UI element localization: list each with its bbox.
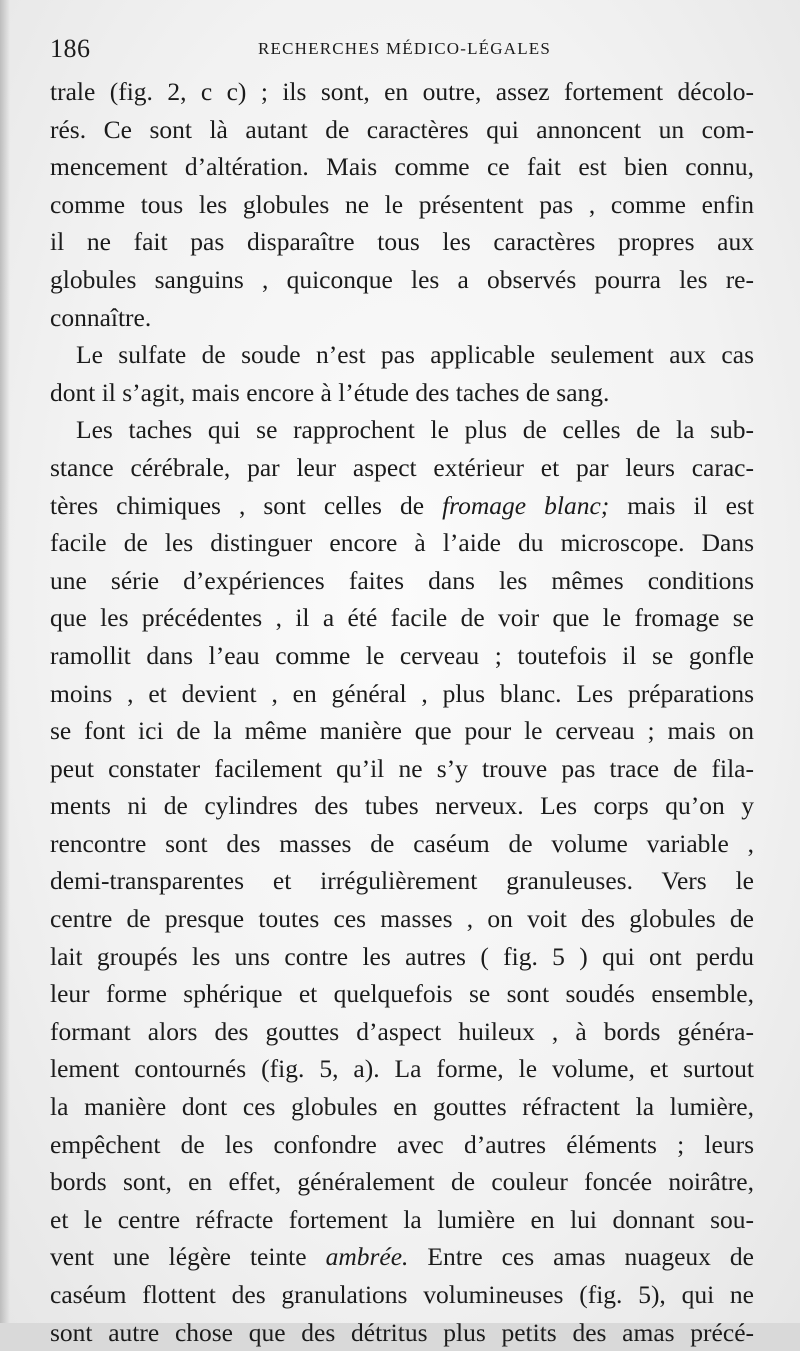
page-header xyxy=(50,34,760,66)
text-segment: vent une légère teinte xyxy=(50,1242,326,1272)
text-line: rés. Ce sont là autant de caractères qui annoncent un com- xyxy=(50,114,754,144)
text-line: formant alors des gouttes d’aspect huileux , à bords généra- xyxy=(50,1016,754,1046)
text-line: il ne fait pas disparaître tous les caractères propres aux xyxy=(50,227,754,257)
text-line: leur forme sphérique et quelquefois se sont soudés ensemble, xyxy=(50,979,754,1009)
text-line-with-italic xyxy=(50,1238,754,1276)
text-line: peut constater facilement qu’il ne s’y trouve pas trace de fila- xyxy=(50,753,754,783)
text-line: centre de presque toutes ces masses , on voit des globules de xyxy=(50,904,754,934)
text-line: dont il s’agit, mais encore à l’étude des taches de sang. xyxy=(50,377,610,407)
text-line: facile de les distinguer encore à l’aide du microscope. Dans xyxy=(50,528,754,558)
text-segment: Entre ces amas nuageux de xyxy=(408,1242,754,1272)
text-line: empêchent de les confondre avec d’autres éléments ; leurs xyxy=(50,1129,754,1159)
text-line: trale (fig. 2, c c) ; ils sont, en outre, assez fortement décolo- xyxy=(50,77,754,106)
text-line: se font ici de la même manière que pour le cerveau ; mais on xyxy=(50,716,754,746)
text-line: et le centre réfracte fortement la lumière en lui donnant sou- xyxy=(50,1204,754,1234)
text-line: lait groupés les uns contre les autres ( fig. 5 ) qui ont perdu xyxy=(50,941,754,971)
text-line: globules sanguins , quiconque les a observés pourra les re- xyxy=(50,264,754,294)
text-line: une série d’expériences faites dans les mêmes conditions xyxy=(50,565,754,595)
text-line: bords sont, en effet, généralement de couleur foncée noirâtre, xyxy=(50,1167,754,1197)
text-line: Les taches qui se rapprochent le plus de celles de la sub- xyxy=(76,415,754,445)
gutter-shadow xyxy=(0,0,10,1323)
text-line: la manière dont ces globules en gouttes réfractent la lumière, xyxy=(50,1092,754,1122)
italic-term: ambrée. xyxy=(325,1242,409,1272)
running-head: RECHERCHES MÉDICO-LÉGALES xyxy=(258,39,552,58)
text-line: Le sulfate de soude n’est pas applicable seulement aux cas xyxy=(76,340,754,370)
text-line: que les précédentes , il a été facile de voir que le fromage se xyxy=(50,603,754,633)
text-line: lement contournés (fig. 5, a). La forme, le volume, et surtout xyxy=(50,1054,754,1084)
text-segment: mais il est xyxy=(609,490,754,520)
page-number: 186 xyxy=(50,34,91,63)
page-body xyxy=(50,73,754,1351)
text-line: comme tous les globules ne le présentent pas , comme enfin xyxy=(50,189,754,219)
text-line: demi-transparentes et irrégulièrement granuleuses. Vers le xyxy=(50,866,754,896)
text-line: mencement d’altération. Mais comme ce fait est bien connu, xyxy=(50,152,754,182)
text-line-with-italic xyxy=(50,487,754,525)
paragraph-1 xyxy=(50,73,754,336)
paragraph-2 xyxy=(50,336,754,411)
text-line: rencontre sont des masses de caséum de volume variable , xyxy=(50,828,754,858)
paragraph-3 xyxy=(50,411,754,1351)
italic-term: fromage blanc; xyxy=(442,490,610,520)
text-line: ramollit dans l’eau comme le cerveau ; toutefois il se gonfle xyxy=(50,640,754,670)
text-line: sont autre chose que des détritus plus petits des amas précé- xyxy=(50,1317,754,1347)
text-line: caséum flottent des granulations volumineuses (fig. 5), qui ne xyxy=(50,1280,754,1309)
text-line: connaître. xyxy=(50,302,152,332)
text-line: ments ni de cylindres des tubes nerveux. Les corps qu’on y xyxy=(50,791,754,821)
text-line: stance cérébrale, par leur aspect extérieur et par leurs carac- xyxy=(50,452,754,482)
text-line: moins , et devient , en général , plus blanc. Les préparations xyxy=(50,678,754,708)
text-segment: tères chimiques , sont celles de xyxy=(50,490,443,520)
